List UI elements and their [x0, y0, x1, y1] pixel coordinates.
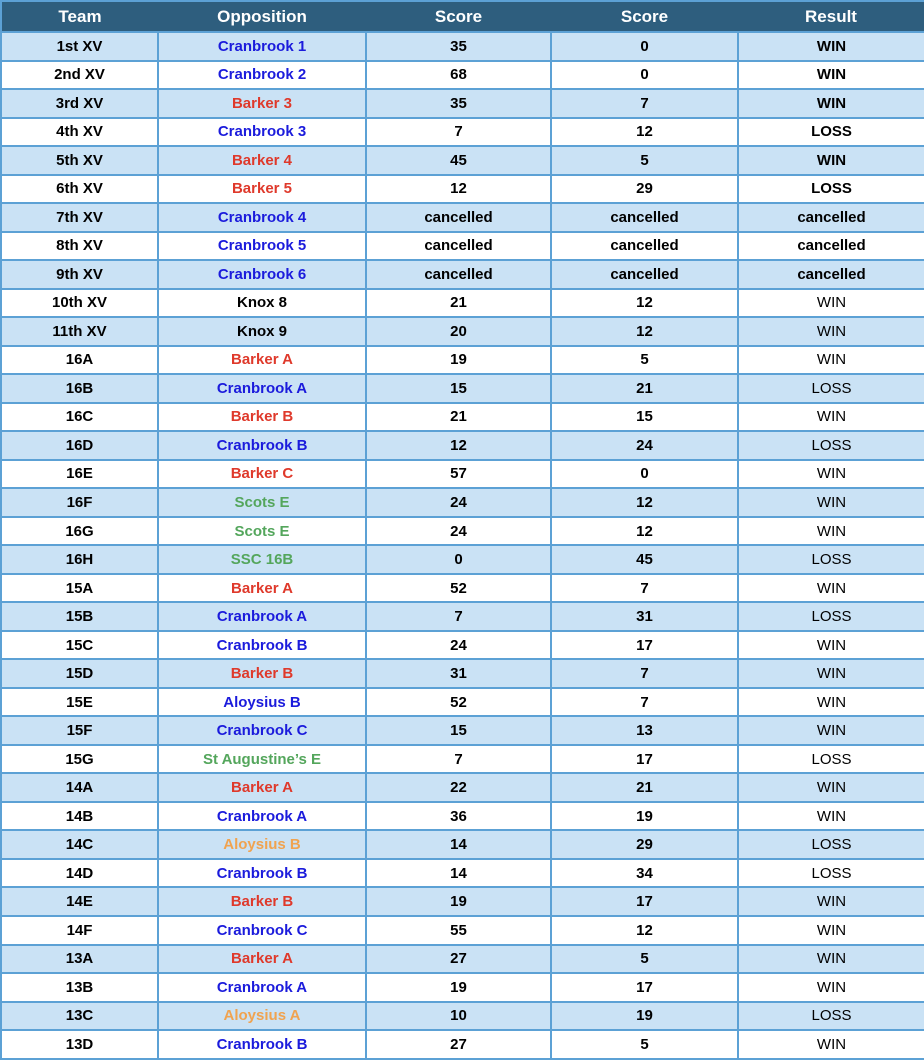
- opposition-cell: Barker 3: [158, 89, 366, 118]
- opposition-cell: Barker B: [158, 887, 366, 916]
- table-row: [1, 916, 924, 945]
- score-for-cell: 22: [366, 773, 551, 802]
- team-cell: 14E: [1, 887, 158, 916]
- result-cell: WIN: [738, 631, 924, 660]
- table-row: [1, 260, 924, 289]
- opposition-cell: St Augustine’s E: [158, 745, 366, 774]
- score-against-cell: 21: [551, 773, 738, 802]
- result-cell: WIN: [738, 802, 924, 831]
- score-for-cell: 35: [366, 89, 551, 118]
- opposition-cell: Scots E: [158, 488, 366, 517]
- team-cell: 13A: [1, 945, 158, 974]
- team-cell: 1st XV: [1, 32, 158, 61]
- score-against-cell: 45: [551, 545, 738, 574]
- score-for-cell: cancelled: [366, 203, 551, 232]
- result-cell: WIN: [738, 403, 924, 432]
- score-for-cell: 57: [366, 460, 551, 489]
- table-row: [1, 973, 924, 1002]
- score-against-cell: 24: [551, 431, 738, 460]
- result-cell: LOSS: [738, 830, 924, 859]
- score-for-cell: 52: [366, 574, 551, 603]
- score-for-cell: 10: [366, 1002, 551, 1031]
- opposition-cell: Barker 4: [158, 146, 366, 175]
- score-for-cell: 21: [366, 403, 551, 432]
- score-for-cell: 35: [366, 32, 551, 61]
- team-cell: 16G: [1, 517, 158, 546]
- opposition-cell: Knox 9: [158, 317, 366, 346]
- result-cell: WIN: [738, 317, 924, 346]
- score-against-cell: 12: [551, 517, 738, 546]
- table-row: [1, 945, 924, 974]
- score-against-cell: 34: [551, 859, 738, 888]
- score-against-cell: 17: [551, 887, 738, 916]
- opposition-cell: Cranbrook A: [158, 602, 366, 631]
- score-for-cell: 14: [366, 830, 551, 859]
- table-row: [1, 773, 924, 802]
- score-against-cell: 5: [551, 346, 738, 375]
- opposition-cell: Barker A: [158, 346, 366, 375]
- team-cell: 13D: [1, 1030, 158, 1059]
- score-against-cell: 21: [551, 374, 738, 403]
- team-cell: 16E: [1, 460, 158, 489]
- score-against-cell: 19: [551, 1002, 738, 1031]
- score-against-cell: 29: [551, 830, 738, 859]
- score-for-cell: 19: [366, 346, 551, 375]
- table-row: [1, 203, 924, 232]
- table-row: [1, 374, 924, 403]
- table-row: [1, 716, 924, 745]
- score-against-cell: 0: [551, 32, 738, 61]
- team-cell: 14B: [1, 802, 158, 831]
- result-cell: LOSS: [738, 431, 924, 460]
- table-row: [1, 431, 924, 460]
- score-against-cell: 5: [551, 1030, 738, 1059]
- team-cell: 13C: [1, 1002, 158, 1031]
- opposition-cell: Cranbrook 2: [158, 61, 366, 90]
- opposition-cell: Barker B: [158, 659, 366, 688]
- opposition-cell: Cranbrook 4: [158, 203, 366, 232]
- team-cell: 8th XV: [1, 232, 158, 261]
- score-for-cell: 15: [366, 716, 551, 745]
- team-cell: 15D: [1, 659, 158, 688]
- score-against-cell: 7: [551, 574, 738, 603]
- opposition-cell: Barker C: [158, 460, 366, 489]
- opposition-cell: Cranbrook 6: [158, 260, 366, 289]
- table-row: [1, 460, 924, 489]
- opposition-cell: Cranbrook A: [158, 374, 366, 403]
- result-cell: LOSS: [738, 545, 924, 574]
- opposition-cell: Barker A: [158, 574, 366, 603]
- score-against-cell: 7: [551, 688, 738, 717]
- team-cell: 15A: [1, 574, 158, 603]
- score-for-cell: 19: [366, 887, 551, 916]
- score-against-cell: 29: [551, 175, 738, 204]
- score-for-cell: 12: [366, 175, 551, 204]
- opposition-cell: Barker B: [158, 403, 366, 432]
- header-score-against: Score: [551, 1, 738, 32]
- score-against-cell: 12: [551, 118, 738, 147]
- team-cell: 2nd XV: [1, 61, 158, 90]
- score-for-cell: 7: [366, 602, 551, 631]
- opposition-cell: Cranbrook C: [158, 916, 366, 945]
- score-for-cell: 45: [366, 146, 551, 175]
- opposition-cell: Cranbrook 1: [158, 32, 366, 61]
- opposition-cell: Cranbrook 3: [158, 118, 366, 147]
- table-row: [1, 517, 924, 546]
- result-cell: cancelled: [738, 203, 924, 232]
- score-against-cell: 12: [551, 488, 738, 517]
- table-row: [1, 89, 924, 118]
- header-score-for: Score: [366, 1, 551, 32]
- team-cell: 14C: [1, 830, 158, 859]
- team-cell: 16D: [1, 431, 158, 460]
- result-cell: WIN: [738, 32, 924, 61]
- score-for-cell: cancelled: [366, 232, 551, 261]
- result-cell: WIN: [738, 574, 924, 603]
- result-cell: WIN: [738, 716, 924, 745]
- team-cell: 15F: [1, 716, 158, 745]
- result-cell: LOSS: [738, 859, 924, 888]
- score-for-cell: 31: [366, 659, 551, 688]
- table-row: [1, 175, 924, 204]
- opposition-cell: Barker A: [158, 773, 366, 802]
- header-team: Team: [1, 1, 158, 32]
- result-cell: WIN: [738, 289, 924, 318]
- team-cell: 16H: [1, 545, 158, 574]
- result-cell: WIN: [738, 659, 924, 688]
- score-against-cell: 12: [551, 289, 738, 318]
- result-cell: WIN: [738, 146, 924, 175]
- table-row: [1, 545, 924, 574]
- score-for-cell: 24: [366, 631, 551, 660]
- score-against-cell: 0: [551, 61, 738, 90]
- table-row: [1, 802, 924, 831]
- result-cell: LOSS: [738, 602, 924, 631]
- opposition-cell: Scots E: [158, 517, 366, 546]
- score-for-cell: 14: [366, 859, 551, 888]
- score-against-cell: cancelled: [551, 260, 738, 289]
- opposition-cell: SSC 16B: [158, 545, 366, 574]
- table-row: [1, 830, 924, 859]
- score-against-cell: 17: [551, 745, 738, 774]
- team-cell: 16A: [1, 346, 158, 375]
- result-cell: LOSS: [738, 175, 924, 204]
- score-against-cell: 7: [551, 659, 738, 688]
- team-cell: 6th XV: [1, 175, 158, 204]
- team-cell: 13B: [1, 973, 158, 1002]
- opposition-cell: Aloysius B: [158, 830, 366, 859]
- score-against-cell: 12: [551, 916, 738, 945]
- opposition-cell: Barker 5: [158, 175, 366, 204]
- team-cell: 16F: [1, 488, 158, 517]
- team-cell: 3rd XV: [1, 89, 158, 118]
- result-cell: WIN: [738, 916, 924, 945]
- result-cell: cancelled: [738, 260, 924, 289]
- result-cell: WIN: [738, 460, 924, 489]
- opposition-cell: Cranbrook A: [158, 973, 366, 1002]
- result-cell: WIN: [738, 89, 924, 118]
- table-row: [1, 289, 924, 318]
- score-for-cell: 36: [366, 802, 551, 831]
- team-cell: 15C: [1, 631, 158, 660]
- table-row: [1, 32, 924, 61]
- team-cell: 9th XV: [1, 260, 158, 289]
- table-row: [1, 859, 924, 888]
- table-row: [1, 887, 924, 916]
- score-against-cell: 12: [551, 317, 738, 346]
- score-for-cell: 7: [366, 745, 551, 774]
- score-for-cell: 24: [366, 517, 551, 546]
- header-row: [1, 1, 924, 32]
- table-row: [1, 403, 924, 432]
- table-row: [1, 61, 924, 90]
- team-cell: 7th XV: [1, 203, 158, 232]
- team-cell: 15E: [1, 688, 158, 717]
- opposition-cell: Cranbrook A: [158, 802, 366, 831]
- score-for-cell: 68: [366, 61, 551, 90]
- result-cell: cancelled: [738, 232, 924, 261]
- table-row: [1, 146, 924, 175]
- score-for-cell: 55: [366, 916, 551, 945]
- result-cell: LOSS: [738, 745, 924, 774]
- team-cell: 5th XV: [1, 146, 158, 175]
- result-cell: WIN: [738, 517, 924, 546]
- opposition-cell: Cranbrook B: [158, 431, 366, 460]
- table-row: [1, 488, 924, 517]
- team-cell: 14D: [1, 859, 158, 888]
- opposition-cell: Knox 8: [158, 289, 366, 318]
- score-for-cell: 24: [366, 488, 551, 517]
- result-cell: LOSS: [738, 1002, 924, 1031]
- table-row: [1, 1002, 924, 1031]
- table-row: [1, 745, 924, 774]
- score-for-cell: 12: [366, 431, 551, 460]
- score-for-cell: cancelled: [366, 260, 551, 289]
- result-cell: WIN: [738, 887, 924, 916]
- header-opposition: Opposition: [158, 1, 366, 32]
- table-row: [1, 688, 924, 717]
- table-body: [1, 32, 924, 1059]
- score-for-cell: 52: [366, 688, 551, 717]
- score-for-cell: 27: [366, 1030, 551, 1059]
- score-for-cell: 27: [366, 945, 551, 974]
- score-against-cell: cancelled: [551, 203, 738, 232]
- table-row: [1, 346, 924, 375]
- score-against-cell: 19: [551, 802, 738, 831]
- table-row: [1, 602, 924, 631]
- result-cell: WIN: [738, 945, 924, 974]
- score-against-cell: 5: [551, 146, 738, 175]
- team-cell: 10th XV: [1, 289, 158, 318]
- opposition-cell: Cranbrook B: [158, 1030, 366, 1059]
- table-row: [1, 232, 924, 261]
- header-result: Result: [738, 1, 924, 32]
- result-cell: WIN: [738, 346, 924, 375]
- score-for-cell: 21: [366, 289, 551, 318]
- score-for-cell: 0: [366, 545, 551, 574]
- score-for-cell: 15: [366, 374, 551, 403]
- opposition-cell: Cranbrook B: [158, 859, 366, 888]
- team-cell: 15B: [1, 602, 158, 631]
- result-cell: LOSS: [738, 118, 924, 147]
- score-for-cell: 7: [366, 118, 551, 147]
- score-against-cell: 31: [551, 602, 738, 631]
- score-against-cell: cancelled: [551, 232, 738, 261]
- opposition-cell: Aloysius B: [158, 688, 366, 717]
- opposition-cell: Aloysius A: [158, 1002, 366, 1031]
- opposition-cell: Cranbrook 5: [158, 232, 366, 261]
- result-cell: WIN: [738, 688, 924, 717]
- team-cell: 16C: [1, 403, 158, 432]
- score-against-cell: 15: [551, 403, 738, 432]
- result-cell: LOSS: [738, 374, 924, 403]
- team-cell: 14F: [1, 916, 158, 945]
- table-row: [1, 317, 924, 346]
- team-cell: 15G: [1, 745, 158, 774]
- team-cell: 16B: [1, 374, 158, 403]
- score-against-cell: 13: [551, 716, 738, 745]
- opposition-cell: Cranbrook C: [158, 716, 366, 745]
- score-against-cell: 7: [551, 89, 738, 118]
- result-cell: WIN: [738, 61, 924, 90]
- result-cell: WIN: [738, 773, 924, 802]
- table-row: [1, 1030, 924, 1059]
- result-cell: WIN: [738, 488, 924, 517]
- score-against-cell: 17: [551, 631, 738, 660]
- table-row: [1, 659, 924, 688]
- team-cell: 14A: [1, 773, 158, 802]
- opposition-cell: Cranbrook B: [158, 631, 366, 660]
- score-against-cell: 5: [551, 945, 738, 974]
- table-row: [1, 118, 924, 147]
- score-against-cell: 0: [551, 460, 738, 489]
- result-cell: WIN: [738, 1030, 924, 1059]
- table-row: [1, 631, 924, 660]
- score-for-cell: 19: [366, 973, 551, 1002]
- team-cell: 4th XV: [1, 118, 158, 147]
- table-row: [1, 574, 924, 603]
- opposition-cell: Barker A: [158, 945, 366, 974]
- score-against-cell: 17: [551, 973, 738, 1002]
- result-cell: WIN: [738, 973, 924, 1002]
- score-for-cell: 20: [366, 317, 551, 346]
- team-cell: 11th XV: [1, 317, 158, 346]
